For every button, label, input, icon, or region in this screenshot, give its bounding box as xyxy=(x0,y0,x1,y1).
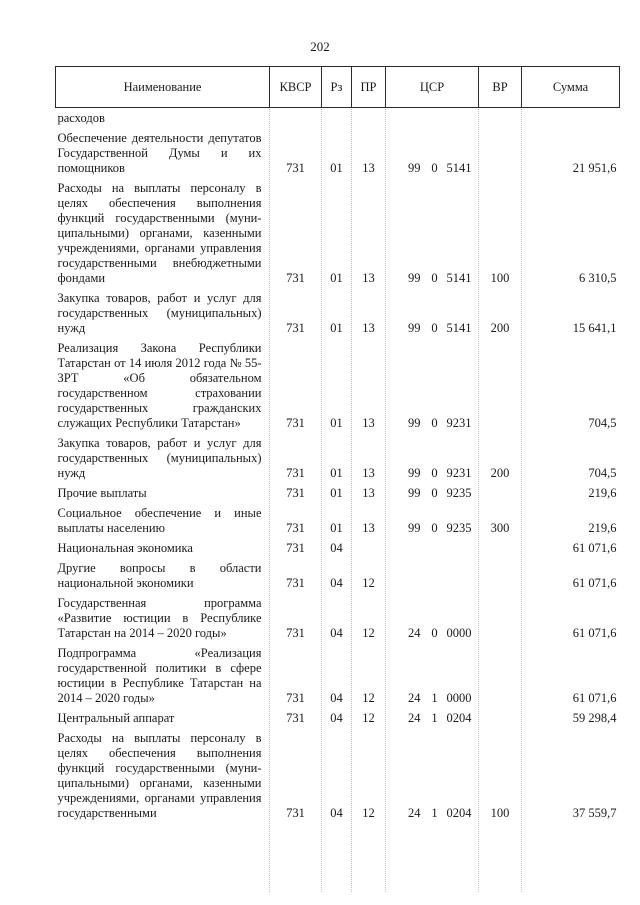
row-name: Социальное обеспечение и иные выплаты населению xyxy=(57,506,262,535)
row-vr xyxy=(479,538,522,558)
row-csr-program: 99 xyxy=(408,416,421,430)
row-csr-subprogram: 0 xyxy=(431,521,438,535)
table-row xyxy=(56,128,620,178)
row-sum: 6 310,5 xyxy=(579,271,617,285)
row-vr: 300 xyxy=(490,521,510,535)
row-rz: 04 xyxy=(330,711,343,725)
row-name: Закупка товаров, работ и услуг для государственных (муниципальных) нужд xyxy=(57,436,262,480)
row-kvsr xyxy=(270,108,322,129)
header-rz: Рз xyxy=(322,67,352,108)
table-row xyxy=(56,288,620,338)
row-vr xyxy=(479,558,522,593)
table-row xyxy=(56,503,620,538)
row-kvsr: 731 xyxy=(286,486,305,500)
row-pr: 13 xyxy=(362,416,375,430)
row-pr: 13 xyxy=(362,271,375,285)
row-csr-program xyxy=(386,558,427,593)
row-csr-direction: 9231 xyxy=(446,466,472,480)
row-rz: 04 xyxy=(330,541,343,555)
row-csr-program xyxy=(386,538,427,558)
row-name: Государственная программа «Развитие юстиции в Республике Татарстан на 2014 – 2020 годы» xyxy=(57,596,262,640)
row-pr: 12 xyxy=(362,626,375,640)
row-kvsr: 731 xyxy=(286,271,305,285)
row-name: Реализация Закона Республики Татарстан от 14 июля 2012 года № 55-ЗРТ «Об обязательном государственном страховании государственных гражданских служащих Республики Татарстан» xyxy=(57,341,262,430)
row-sum: 704,5 xyxy=(588,466,617,480)
row-name: расходов xyxy=(57,111,105,125)
row-csr-subprogram: 1 xyxy=(431,691,438,705)
table-row xyxy=(56,178,620,288)
header-kvsr: КВСР xyxy=(270,67,322,108)
row-name: Центральный аппарат xyxy=(57,711,175,725)
row-name: Закупка товаров, работ и услуг для государственных (муниципальных) нужд xyxy=(57,291,262,335)
row-name: Национальная экономика xyxy=(57,541,193,555)
row-pr xyxy=(352,108,386,129)
row-rz: 04 xyxy=(330,626,343,640)
row-sum: 59 298,4 xyxy=(572,711,617,725)
row-name: Расходы на выплаты персоналу в целях обеспечения выполнения функций государственными (муни-ципальными) органами, казенными учреждениями, органами управления государственными внебюджетными фондами xyxy=(57,181,262,285)
row-vr xyxy=(479,593,522,643)
row-csr-program: 24 xyxy=(408,806,421,820)
row-pr xyxy=(352,538,386,558)
row-pr: 12 xyxy=(362,806,375,820)
row-sum: 37 559,7 xyxy=(572,806,617,820)
row-csr-program: 24 xyxy=(408,691,421,705)
row-rz: 01 xyxy=(330,416,343,430)
row-rz: 01 xyxy=(330,486,343,500)
row-sum: 61 071,6 xyxy=(572,626,617,640)
row-csr-subprogram: 1 xyxy=(431,711,438,725)
row-pr: 12 xyxy=(362,691,375,705)
row-csr-subprogram: 0 xyxy=(431,466,438,480)
row-sum: 61 071,6 xyxy=(572,691,617,705)
row-csr-subprogram: 0 xyxy=(431,626,438,640)
row-csr-program: 99 xyxy=(408,161,421,175)
table-row xyxy=(56,643,620,708)
row-rz: 01 xyxy=(330,161,343,175)
row-rz: 01 xyxy=(330,521,343,535)
row-kvsr: 731 xyxy=(286,521,305,535)
row-csr-program xyxy=(386,108,427,129)
row-rz: 04 xyxy=(330,806,343,820)
table-row xyxy=(56,728,620,823)
row-kvsr: 731 xyxy=(286,466,305,480)
row-sum: 219,6 xyxy=(588,486,617,500)
row-csr-direction xyxy=(443,538,479,558)
table-row xyxy=(56,338,620,433)
row-vr xyxy=(479,108,522,129)
header-csr: ЦСР xyxy=(386,67,479,108)
row-vr xyxy=(479,708,522,728)
row-kvsr: 731 xyxy=(286,576,305,590)
row-csr-subprogram: 0 xyxy=(431,161,438,175)
row-name: Прочие выплаты xyxy=(57,486,147,500)
row-csr-direction: 9235 xyxy=(446,521,472,535)
row-name: Подпрограмма «Реализация государственной политики в сфере юстиции в Республике Татарстан на 2014 – 2020 годы» xyxy=(57,646,262,705)
row-csr-subprogram: 0 xyxy=(431,271,438,285)
row-rz: 01 xyxy=(330,271,343,285)
row-vr xyxy=(479,643,522,708)
row-rz: 04 xyxy=(330,691,343,705)
row-kvsr: 731 xyxy=(286,161,305,175)
row-csr-direction: 5141 xyxy=(446,321,472,335)
row-pr: 13 xyxy=(362,161,375,175)
table-header-row xyxy=(56,67,620,108)
row-sum: 61 071,6 xyxy=(572,541,617,555)
header-sum: Сумма xyxy=(522,67,620,108)
row-rz xyxy=(322,108,352,129)
row-pr: 13 xyxy=(362,466,375,480)
row-pr: 12 xyxy=(362,711,375,725)
row-csr-subprogram: 0 xyxy=(431,486,438,500)
row-csr-program: 99 xyxy=(408,486,421,500)
table-row xyxy=(56,593,620,643)
row-vr xyxy=(479,338,522,433)
row-rz: 01 xyxy=(330,321,343,335)
row-vr: 200 xyxy=(490,321,510,335)
row-kvsr: 731 xyxy=(286,541,305,555)
row-csr-direction xyxy=(443,108,479,129)
row-kvsr: 731 xyxy=(286,321,305,335)
row-kvsr: 731 xyxy=(286,806,305,820)
row-csr-program: 24 xyxy=(408,711,421,725)
row-csr-direction xyxy=(443,558,479,593)
row-kvsr: 731 xyxy=(286,626,305,640)
row-rz: 01 xyxy=(330,466,343,480)
row-name: Расходы на выплаты персоналу в целях обеспечения выполнения функций государственными (муни-ципальными) органами, казенными учреждениями, органами управления государственными xyxy=(57,731,262,820)
row-vr: 100 xyxy=(490,271,510,285)
table-row xyxy=(56,708,620,728)
row-csr-program: 99 xyxy=(408,466,421,480)
page-number: 202 xyxy=(310,39,330,54)
row-name: Другие вопросы в области национальной экономики xyxy=(57,561,262,590)
row-csr-direction: 0000 xyxy=(446,626,472,640)
row-csr-subprogram xyxy=(427,108,443,129)
row-kvsr: 731 xyxy=(286,416,305,430)
row-csr-subprogram: 0 xyxy=(431,321,438,335)
row-csr-direction: 5141 xyxy=(446,161,472,175)
table-row xyxy=(56,108,620,129)
row-csr-subprogram: 0 xyxy=(431,416,438,430)
row-csr-program: 99 xyxy=(408,321,421,335)
row-csr-subprogram xyxy=(427,558,443,593)
row-csr-program: 24 xyxy=(408,626,421,640)
row-vr xyxy=(479,128,522,178)
table-row xyxy=(56,538,620,558)
row-kvsr: 731 xyxy=(286,711,305,725)
row-pr: 13 xyxy=(362,321,375,335)
header-name: Наименование xyxy=(56,67,270,108)
row-sum: 61 071,6 xyxy=(572,576,617,590)
header-vr: ВР xyxy=(479,67,522,108)
budget-table xyxy=(55,66,620,823)
row-sum: 704,5 xyxy=(588,416,617,430)
row-name: Обеспечение деятельности депутатов Государственной Думы и их помощников xyxy=(57,131,262,175)
row-csr-direction: 5141 xyxy=(446,271,472,285)
row-vr: 100 xyxy=(490,806,510,820)
row-csr-subprogram: 1 xyxy=(431,806,438,820)
row-sum: 15 641,1 xyxy=(572,321,617,335)
row-csr-program: 99 xyxy=(408,521,421,535)
header-pr: ПР xyxy=(352,67,386,108)
row-vr: 200 xyxy=(490,466,510,480)
row-csr-direction: 0000 xyxy=(446,691,472,705)
row-csr-direction: 0204 xyxy=(446,806,472,820)
row-vr xyxy=(479,483,522,503)
row-sum xyxy=(522,108,620,129)
row-sum: 219,6 xyxy=(588,521,617,535)
row-csr-program: 99 xyxy=(408,271,421,285)
table-row xyxy=(56,433,620,483)
row-csr-direction: 9231 xyxy=(446,416,472,430)
row-pr: 13 xyxy=(362,486,375,500)
row-sum: 21 951,6 xyxy=(572,161,617,175)
row-rz: 04 xyxy=(330,576,343,590)
row-csr-subprogram xyxy=(427,538,443,558)
table-row xyxy=(56,558,620,593)
row-pr: 13 xyxy=(362,521,375,535)
row-csr-direction: 0204 xyxy=(446,711,472,725)
row-pr: 12 xyxy=(362,576,375,590)
row-kvsr: 731 xyxy=(286,691,305,705)
row-csr-direction: 9235 xyxy=(446,486,472,500)
table-row xyxy=(56,483,620,503)
